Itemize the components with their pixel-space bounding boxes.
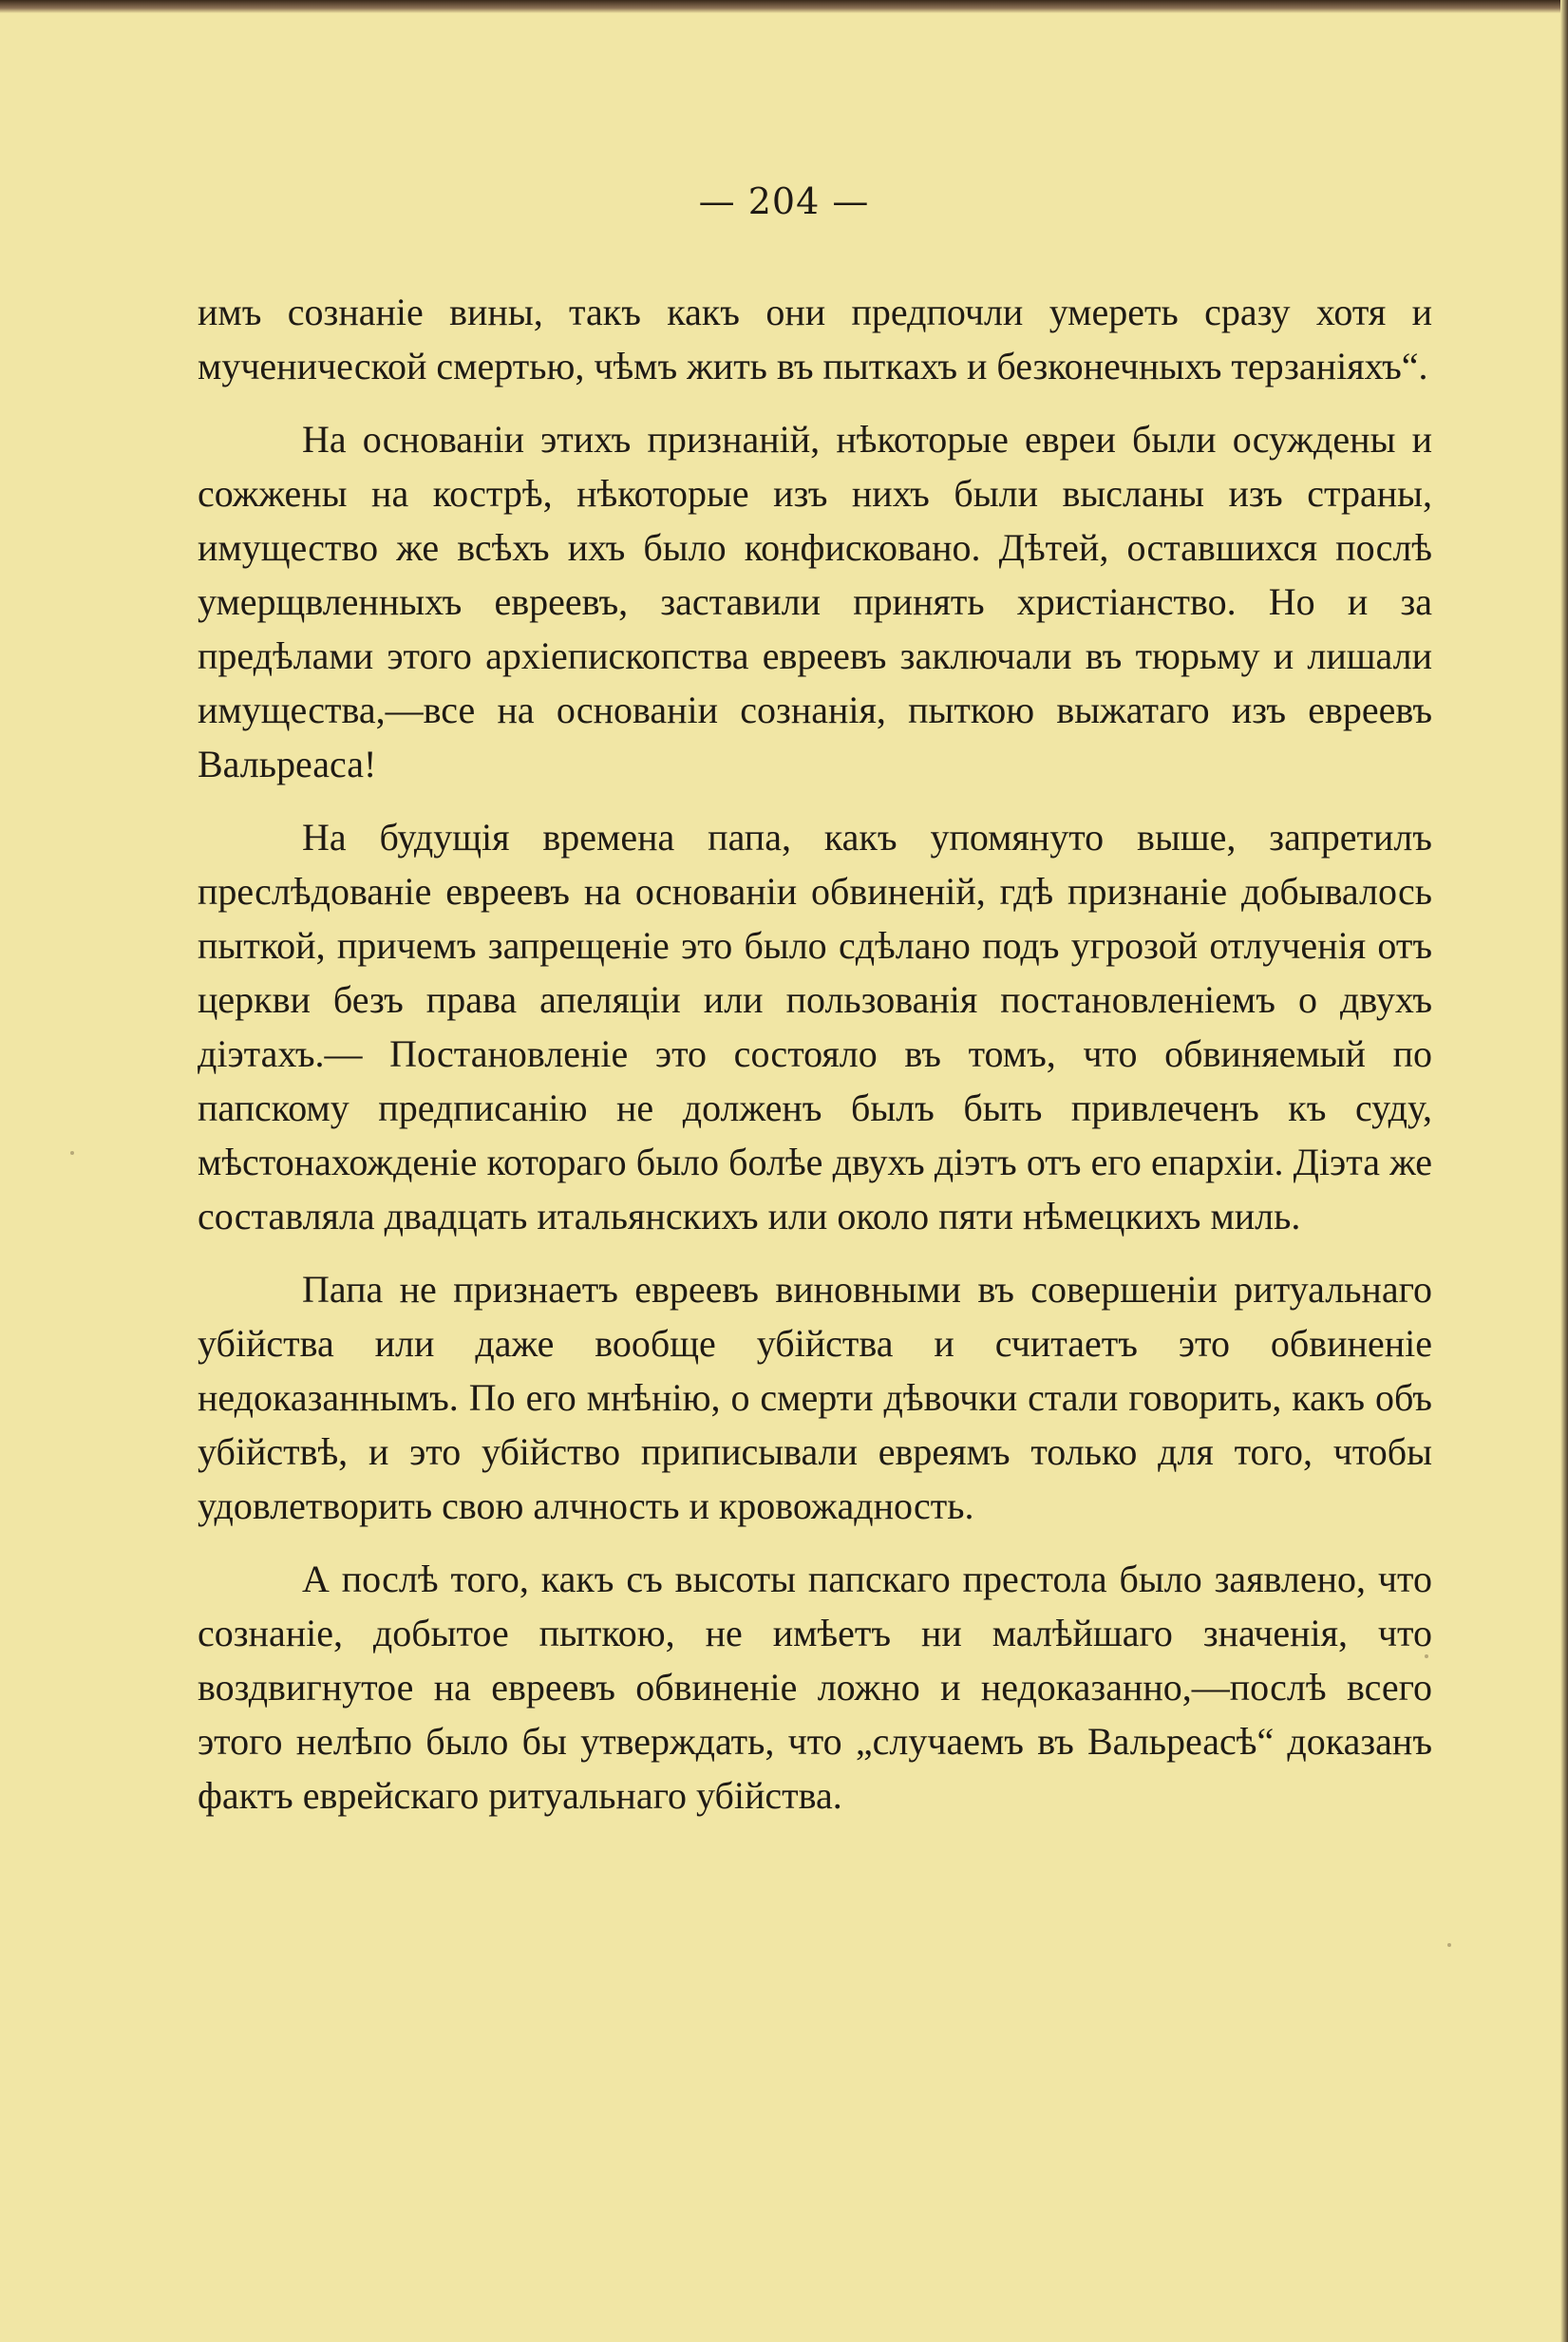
page-right-edge — [1560, 0, 1568, 2342]
page-top-edge — [0, 0, 1568, 13]
paragraph-2: На основаніи этихъ признаній, нѣкоторые евреи были осуждены и сожжены на кострѣ, нѣкоторые изъ нихъ были высланы изъ страны, имущество же всѣхъ ихъ было конфисковано. Дѣтей, оставшихся послѣ умерщвленныхъ евреевъ, заставили принять христіанство. Но и за предѣлами этого архіепископства евреевъ заключали въ тюрьму и лишали имущества,—все на основаніи сознанія, пыткою выжатаго изъ евреевъ Вальреаса! — [198, 418, 1432, 785]
page-number: — 204 — — [698, 180, 870, 222]
paragraph-4: Папа не признаетъ евреевъ виновными въ совершеніи ритуальнаго убійства или даже вообще убійства и считаетъ это обвиненіе недоказаннымъ. По его мнѣнію, о смерти дѣвочки стали говорить, какъ объ убійствѣ, и это убійство приписывали евреямъ только для того, чтобы удовлетворить свою алчность и кровожадность. — [198, 1268, 1432, 1527]
paper-speck — [1447, 1943, 1451, 1947]
paper-speck — [1425, 1654, 1428, 1658]
paragraph-5: А послѣ того, какъ съ высоты папскаго престола было заявлено, что сознаніе, добытое пыткою, не имѣетъ ни малѣйшаго значенія, что воздвигнутое на евреевъ обвиненіе ложно и недоказанно,—послѣ всего этого нелѣпо было бы утверждать, что „случаемъ въ Вальреасѣ“ доказанъ фактъ еврейскаго ритуальнаго убійства. — [198, 1558, 1432, 1817]
paper-speck — [70, 1151, 74, 1155]
page-text — [198, 285, 1432, 1823]
paragraph-3: На будущія времена папа, какъ упомянуто выше, запретилъ преслѣдованіе евреевъ на основаніи обвиненій, гдѣ признаніе добывалось пыткой, причемъ запрещеніе это было сдѣлано подъ угрозой отлученія отъ церкви безъ права апеляціи или пользованія постановленіемъ о двухъ діэтахъ.— Постановленіе это состояло въ томъ, что обвиняемый по папскому предписанію не долженъ былъ быть привлеченъ къ суду, мѣстонахожденіе котораго было болѣе двухъ діэтъ отъ его епархіи. Діэта же составляла двадцать итальянскихъ или около пяти нѣмецкихъ миль. — [198, 816, 1432, 1237]
paragraph-1: имъ сознаніе вины, такъ какъ они предпочли умереть сразу хотя и мученической смертью, чѣмъ жить въ пыткахъ и безконечныхъ терзаніяхъ“. — [198, 291, 1432, 387]
